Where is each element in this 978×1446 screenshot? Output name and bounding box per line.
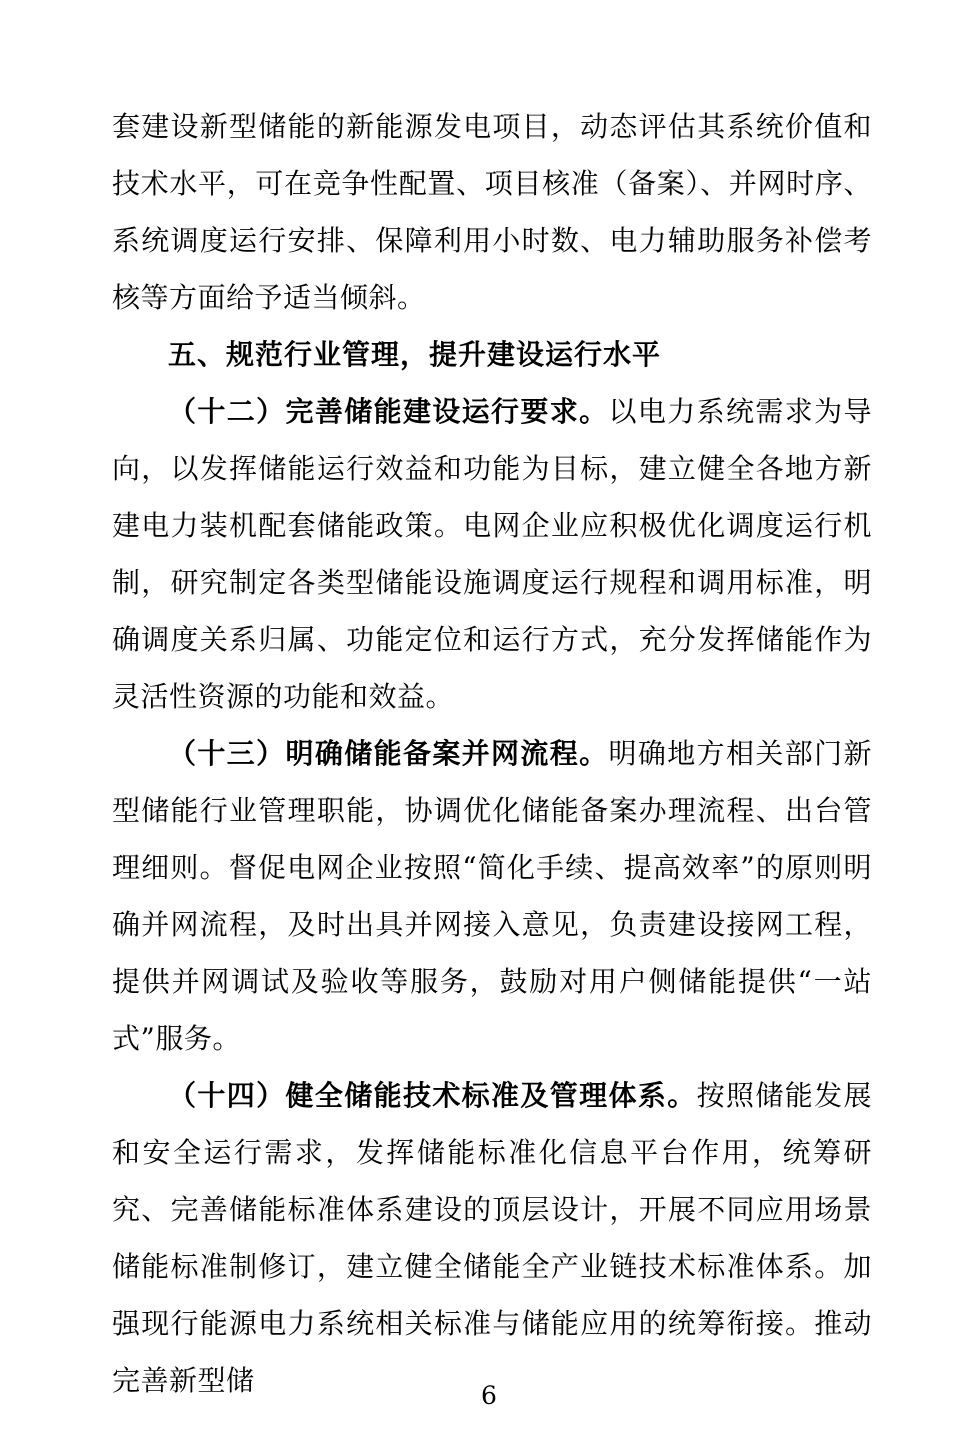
paragraph-item-13-text: 明确地方相关部门新型储能行业管理职能，协调优化储能备案办理流程、出台管理细则。督促电网企业按照“简化手续、提高效率”的原则明确并网流程，及时出具并网接入意见，负责建设接网工程，提供并网调试及验收等服务，鼓励对用户侧储能提供“一站式”服务。 [112, 737, 872, 1055]
paragraph-item-12 [112, 383, 872, 725]
paragraph-item-14-text: 按照储能发展和安全运行需求，发挥储能标准化信息平台作用，统筹研究、完善储能标准体系建设的顶层设计，开展不同应用场景储能标准制修订，建立健全储能全产业链技术标准体系。加强现行能源电力系统相关标准与储能应用的统筹衔接。推动完善新型储 [112, 1079, 872, 1397]
document-body [112, 98, 872, 1409]
paragraph-item-12-lead: （十二）完善储能建设运行要求。 [168, 395, 609, 428]
paragraph-item-12-text: 以电力系统需求为导向，以发挥储能运行效益和功能为目标，建立健全各地方新建电力装机配套储能政策。电网企业应积极优化调度运行机制，研究制定各类型储能设施调度运行规程和调用标准，明确调度关系归属、功能定位和运行方式，充分发挥储能作为灵活性资源的功能和效益。 [112, 395, 872, 713]
paragraph-item-13-lead: （十三）明确储能备案并网流程。 [168, 737, 609, 770]
paragraph-continuation: 套建设新型储能的新能源发电项目，动态评估其系统价值和技术水平，可在竞争性配置、项目核准（备案）、并网时序、系统调度运行安排、保障利用小时数、电力辅助服务补偿考核等方面给予适当倾斜。 [112, 110, 872, 314]
page-number: 6 [481, 1381, 497, 1410]
paragraph-item-13 [112, 725, 872, 1067]
paragraph-item-14 [112, 1067, 872, 1409]
section-heading: 五、规范行业管理，提升建设运行水平 [168, 338, 662, 371]
paragraph-item-14-lead: （十四）健全储能技术标准及管理体系。 [168, 1079, 697, 1112]
